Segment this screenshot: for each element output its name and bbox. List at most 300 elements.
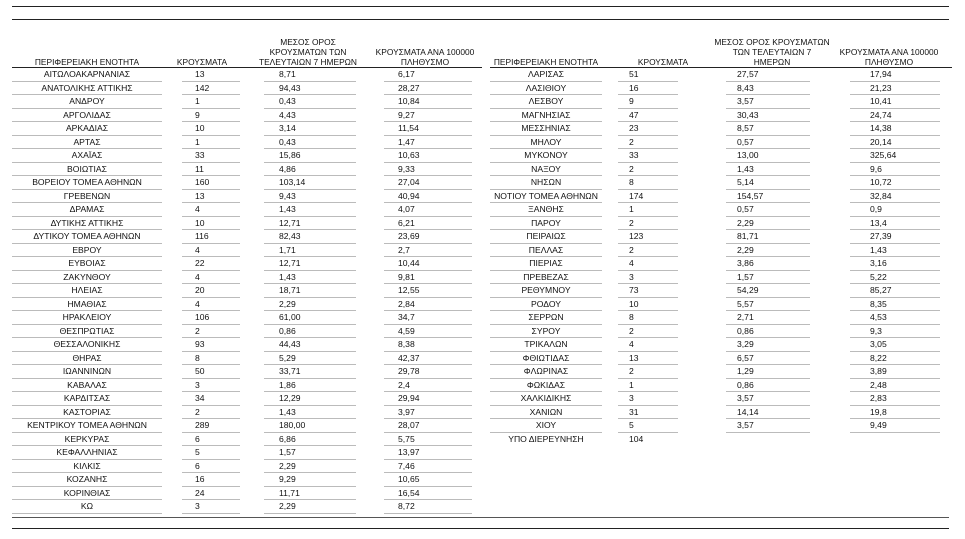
table-row [12,230,482,244]
avg-cell: 2,29 [737,244,754,255]
avg-cell: 1,71 [279,244,296,255]
cases-cell: 2 [629,217,634,228]
per100k-cell: 14,38 [870,123,892,133]
avg-cell: 0,43 [279,136,296,147]
table-row [490,149,952,163]
per100k-cell: 24,74 [870,109,892,120]
per100k-cell: 29,78 [398,366,420,376]
header-region: ΠΕΡΙΦΕΡΕΙΑΚΗ ΕΝΟΤΗΤΑ [493,57,599,67]
region-cell: ΥΠΟ ΔΙΕΡΕΥΝΗΣΗ [508,433,584,444]
table-row [490,271,952,285]
cases-cell: 3 [629,271,634,282]
cases-cell: 123 [629,231,644,241]
avg-cell: 1,43 [279,271,296,282]
table-row [12,122,482,136]
table-row [12,338,482,352]
cases-cell: 5 [629,420,634,430]
cases-cell: 8 [629,177,634,187]
avg-cell: 1,29 [737,366,754,376]
region-cell: ΑΙΤΩΛΟΑΚΑΡΝΑΝΙΑΣ [43,69,131,79]
table-row [12,217,482,231]
table-row [12,379,482,393]
cases-cell: 174 [629,190,644,201]
region-cell: ΜΑΓΝΗΣΙΑΣ [521,109,571,120]
per100k-cell: 4,59 [398,325,415,336]
per100k-cell: 1,47 [398,136,415,147]
table-row [12,500,482,514]
per100k-cell: 325,64 [870,150,897,160]
per100k-cell: 17,94 [870,69,892,79]
region-cell: ΚΑΣΤΟΡΙΑΣ [63,406,111,417]
region-cell: ΤΡΙΚΑΛΩΝ [524,339,568,349]
avg-cell: 54,29 [737,285,759,295]
avg-cell: 33,71 [279,366,301,376]
avg-cell: 12,29 [279,393,301,403]
cases-cell: 4 [195,298,200,309]
cases-cell: 4 [195,244,200,255]
region-cell: ΚΟΡΙΝΘΙΑΣ [63,487,111,498]
region-cell: ΒΟΙΩΤΙΑΣ [67,163,107,174]
region-cell: ΔΥΤΙΚΟΥ ΤΟΜΕΑ ΑΘΗΝΩΝ [33,231,141,241]
table-row [490,419,952,433]
table-row [490,311,952,325]
cases-cell: 3 [195,379,200,390]
cases-cell: 3 [195,501,200,511]
per100k-cell: 29,94 [398,393,420,403]
table-row [12,473,482,487]
per100k-cell: 10,72 [870,177,892,187]
cases-cell: 2 [629,366,634,376]
cases-cell: 2 [629,244,634,255]
cases-cell: 4 [629,258,634,268]
per100k-cell: 9,27 [398,109,415,120]
cases-cell: 34 [195,393,205,403]
cases-cell: 2 [195,325,200,336]
per100k-cell: 10,44 [398,258,420,268]
per100k-cell: 8,35 [870,298,887,309]
left-table [12,33,482,514]
region-cell: ΑΡΤΑΣ [73,136,101,147]
per100k-cell: 1,43 [870,244,887,255]
avg-cell: 12,71 [279,258,301,268]
avg-cell: 154,57 [737,190,764,201]
region-cell: ΡΕΘΥΜΝΟΥ [521,285,571,295]
region-cell: ΚΕΦΑΛΛΗΝΙΑΣ [56,447,118,457]
per100k-cell: 7,46 [398,460,415,471]
region-cell: ΠΙΕΡΙΑΣ [529,258,563,268]
cases-cell: 33 [629,150,639,160]
avg-cell: 81,71 [737,231,759,241]
table-row [12,352,482,366]
avg-cell: 6,57 [737,352,754,363]
region-cell: ΛΑΡΙΣΑΣ [528,69,564,79]
table-row [12,68,482,82]
right-table-header [490,33,952,67]
cases-cell: 116 [195,231,209,241]
avg-cell: 0,57 [737,136,754,147]
table-row [12,190,482,204]
table-row [12,244,482,258]
per100k-cell: 2,83 [870,393,887,403]
avg-cell: 0,57 [737,204,754,214]
region-cell: ΙΩΑΝΝΙΝΩΝ [62,366,112,376]
table-row [490,190,952,204]
avg-cell: 1,57 [737,271,754,282]
cases-cell: 1 [629,379,634,390]
per100k-cell: 10,84 [398,96,420,106]
cases-cell: 142 [195,82,210,93]
avg-cell: 1,43 [737,163,754,174]
table-row [490,136,952,150]
bottom-border [12,528,949,529]
region-cell: ΕΒΡΟΥ [72,244,102,255]
per100k-cell: 40,94 [398,190,420,201]
table-row [12,460,482,474]
region-cell: ΒΟΡΕΙΟΥ ΤΟΜΕΑ ΑΘΗΝΩΝ [32,177,142,187]
avg-cell: 3,57 [737,96,754,106]
cases-cell: 4 [195,204,200,214]
region-cell: ΣΥΡΟΥ [531,325,561,336]
header-per100k: ΚΡΟΥΣΜΑΤΑ ΑΝΑ 100000 ΠΛΗΘΥΣΜΟ [839,47,939,67]
cases-cell: 1 [629,204,634,214]
region-cell: ΗΡΑΚΛΕΙΟΥ [62,312,112,322]
per100k-cell: 2,48 [870,379,887,390]
per100k-cell: 10,41 [870,96,892,106]
per100k-cell: 10,65 [398,474,420,484]
avg-cell: 9,29 [279,474,296,484]
table-row [12,257,482,271]
table-row [490,325,952,339]
per100k-cell: 32,84 [870,190,892,201]
top-border [12,6,949,7]
per100k-cell: 34,7 [398,312,415,322]
avg-cell: 6,86 [279,433,296,444]
region-cell: ΓΡΕΒΕΝΩΝ [63,190,111,201]
region-cell: ΦΛΩΡΙΝΑΣ [523,366,569,376]
region-cell: ΧΑΛΚΙΔΙΚΗΣ [520,393,572,403]
table-row [490,284,952,298]
cases-cell: 8 [629,312,634,322]
avg-cell: 12,71 [279,217,301,228]
cases-cell: 6 [195,460,200,471]
avg-cell: 8,57 [737,123,754,133]
avg-cell: 1,86 [279,379,296,390]
table-row [490,392,952,406]
region-cell: ΘΕΣΣΑΛΟΝΙΚΗΣ [53,339,121,349]
top-border-second [12,19,949,20]
region-cell: ΧΙΟΥ [535,420,557,430]
cases-cell: 2 [629,163,634,174]
table-row [490,406,952,420]
cases-cell: 1 [195,96,200,106]
avg-cell: 5,57 [737,298,754,309]
avg-cell: 103,14 [279,177,306,187]
table-row [490,257,952,271]
cases-cell: 22 [195,258,205,268]
header-region: ΠΕΡΙΦΕΡΕΙΑΚΗ ΕΝΟΤΗΤΑ [34,57,140,67]
cases-cell: 8 [195,352,200,363]
table-row [490,338,952,352]
avg-cell: 3,86 [737,258,754,268]
cell-rule [384,513,472,514]
avg-cell: 15,86 [279,150,301,160]
right-table-body [490,68,952,446]
per100k-cell: 85,27 [870,285,892,295]
avg-cell: 30,43 [737,109,759,120]
header-avg: ΜΕΣΟΣ ΟΡΟΣ ΚΡΟΥΣΜΑΤΩΝ ΤΩΝ ΤΕΛΕΥΤΑΙΩΝ 7 ΗΜΕΡΩΝ [258,37,357,67]
avg-cell: 13,00 [737,150,759,160]
avg-cell: 1,57 [279,447,296,457]
avg-cell: 2,29 [279,298,296,309]
cases-cell: 289 [195,420,210,430]
table-row [490,433,952,447]
per100k-cell: 5,22 [870,271,887,282]
cases-cell: 23 [629,123,639,133]
per100k-cell: 21,23 [870,82,892,93]
per100k-cell: 4,07 [398,204,415,214]
table-row [12,311,482,325]
cases-cell: 33 [195,150,205,160]
per100k-cell: 6,17 [398,69,415,79]
region-cell: ΦΘΙΩΤΙΔΑΣ [522,352,570,363]
per100k-cell: 2,84 [398,298,415,309]
region-cell: ΔΡΑΜΑΣ [69,204,105,214]
per100k-cell: 9,49 [870,420,887,430]
region-cell: ΚΙΛΚΙΣ [73,460,101,471]
cases-cell: 9 [629,96,634,106]
table-row [490,109,952,123]
table-row [12,203,482,217]
table-row [12,365,482,379]
avg-cell: 82,43 [279,231,301,241]
table-row [490,352,952,366]
region-cell: ΚΕΡΚΥΡΑΣ [64,433,110,444]
per100k-cell: 9,81 [398,271,415,282]
table-row [490,298,952,312]
avg-cell: 61,00 [279,312,301,322]
table-row [12,419,482,433]
per100k-cell: 3,05 [870,339,887,349]
table-row [12,163,482,177]
per100k-cell: 0,9 [870,204,882,214]
table-row [490,163,952,177]
cases-cell: 10 [195,217,205,228]
region-cell: ΚΟΖΑΝΗΣ [66,474,108,484]
region-cell: ΚΩ [80,501,94,511]
region-cell: ΦΩΚΙΔΑΣ [526,379,566,390]
avg-cell: 180,00 [279,420,306,430]
avg-cell: 14,14 [737,406,759,417]
avg-cell: 2,29 [279,460,296,471]
cases-cell: 2 [629,136,634,147]
cases-cell: 5 [195,447,200,457]
per100k-cell: 13,97 [398,447,420,457]
region-cell: ΞΑΝΘΗΣ [528,204,564,214]
table-row [12,406,482,420]
avg-cell: 3,57 [737,393,754,403]
table-row [12,298,482,312]
per100k-cell: 3,89 [870,366,887,376]
cell-rule [264,513,356,514]
avg-cell: 8,71 [279,69,296,79]
region-cell: ΚΕΝΤΡΙΚΟΥ ΤΟΜΕΑ ΑΘΗΝΩΝ [27,420,147,430]
avg-cell: 0,43 [279,96,296,106]
table-row [12,392,482,406]
region-cell: ΑΝΔΡΟΥ [69,96,105,106]
region-cell: ΜΕΣΣΗΝΙΑΣ [521,123,571,133]
region-cell: ΝΑΞΟΥ [531,163,561,174]
table-row [12,325,482,339]
region-cell: ΑΡΚΑΔΙΑΣ [65,123,109,133]
cases-cell: 20 [195,285,205,295]
table-row [12,284,482,298]
per100k-cell: 10,63 [398,150,420,160]
header-per100k: ΚΡΟΥΣΜΑΤΑ ΑΝΑ 100000 ΠΛΗΘΥΣΜΟ [375,47,475,67]
table-row [12,176,482,190]
region-cell: ΕΥΒΟΙΑΣ [68,258,106,268]
per100k-cell: 8,22 [870,352,887,363]
avg-cell: 5,29 [279,352,296,363]
avg-cell: 0,86 [279,325,296,336]
per100k-cell: 20,14 [870,136,892,147]
per100k-cell: 16,54 [398,487,420,498]
region-cell: ΧΑΝΙΩΝ [529,406,563,417]
cases-cell: 4 [629,339,634,349]
avg-cell: 2,29 [279,501,296,511]
cases-cell: 2 [195,406,200,417]
cases-cell: 10 [629,298,639,309]
bottom-rule-inner [12,517,949,518]
table-row [490,95,952,109]
per100k-cell: 23,69 [398,231,420,241]
left-table-header [12,33,482,67]
per100k-cell: 12,55 [398,285,420,295]
avg-cell: 5,14 [737,177,754,187]
avg-cell: 11,71 [279,487,300,498]
cases-cell: 16 [629,82,639,93]
region-cell: ΖΑΚΥΝΘΟΥ [63,271,111,282]
cases-cell: 106 [195,312,210,322]
table-row [490,68,952,82]
cases-cell: 47 [629,109,639,120]
region-cell: ΝΗΣΩΝ [530,177,562,187]
per100k-cell: 3,16 [870,258,887,268]
region-cell: ΑΝΑΤΟΛΙΚΗΣ ΑΤΤΙΚΗΣ [41,82,133,93]
avg-cell: 4,43 [279,109,296,120]
per100k-cell: 2,4 [398,379,410,390]
per100k-cell: 2,7 [398,244,410,255]
left-table-body [12,68,482,514]
avg-cell: 0,86 [737,379,754,390]
per100k-cell: 5,75 [398,433,415,444]
table-row [490,122,952,136]
avg-cell: 18,71 [279,285,301,295]
per100k-cell: 8,72 [398,501,415,511]
cell-rule [182,513,240,514]
table-row [12,82,482,96]
region-cell: ΗΜΑΘΙΑΣ [67,298,107,309]
per100k-cell: 4,53 [870,312,887,322]
region-cell: ΠΑΡΟΥ [531,217,561,228]
avg-cell: 8,43 [737,82,754,93]
region-cell: ΗΛΕΙΑΣ [71,285,103,295]
table-row [12,446,482,460]
region-cell: ΠΡΕΒΕΖΑΣ [523,271,569,282]
header-cases: ΚΡΟΥΣΜΑΤΑ [176,57,228,67]
region-cell: ΑΡΓΟΛΙΔΑΣ [63,109,111,120]
avg-cell: 2,71 [737,312,754,322]
region-cell: ΛΑΣΙΘΙΟΥ [525,82,567,93]
per100k-cell: 9,6 [870,163,882,174]
cases-cell: 10 [195,123,205,133]
region-cell: ΑΧΑΪΑΣ [71,150,103,160]
region-cell: ΜΥΚΟΝΟΥ [524,150,568,160]
header-cases: ΚΡΟΥΣΜΑΤΑ [637,57,689,67]
cases-cell: 11 [195,163,204,174]
header-avg: ΜΕΣΟΣ ΟΡΟΣ ΚΡΟΥΣΜΑΤΩΝ ΤΩΝ ΤΕΛΕΥΤΑΙΩΝ 7 ΗΜΕΡΩΝ [714,37,830,67]
cases-cell: 31 [629,406,639,417]
avg-cell: 94,43 [279,82,301,93]
table-row [490,176,952,190]
table-row [12,433,482,447]
table-row [490,365,952,379]
table-row [490,203,952,217]
cases-cell: 93 [195,339,205,349]
avg-cell: 44,43 [279,339,301,349]
cases-cell: 9 [195,109,200,120]
cases-cell: 13 [195,190,205,201]
per100k-cell: 6,21 [398,217,415,228]
region-cell: ΝΟΤΙΟΥ ΤΟΜΕΑ ΑΘΗΝΩΝ [494,190,598,201]
cases-cell: 6 [195,433,200,444]
region-cell: ΘΗΡΑΣ [72,352,102,363]
per100k-cell: 27,39 [870,231,892,241]
region-cell: ΚΑΡΔΙΤΣΑΣ [63,393,111,403]
cases-cell: 16 [195,474,205,484]
per100k-cell: 9,33 [398,163,415,174]
per100k-cell: 3,97 [398,406,415,417]
per100k-cell: 27,04 [398,177,420,187]
avg-cell: 9,43 [279,190,296,201]
cases-cell: 2 [629,325,634,336]
per100k-cell: 13,4 [870,217,887,228]
region-cell: ΡΟΔΟΥ [531,298,561,309]
table-row [490,379,952,393]
cases-cell: 51 [629,69,639,79]
avg-cell: 0,86 [737,325,754,336]
per100k-cell: 19,8 [870,406,887,417]
table-row [12,149,482,163]
region-cell: ΚΑΒΑΛΑΣ [67,379,107,390]
table-row [490,82,952,96]
table-row [12,95,482,109]
region-cell: ΣΕΡΡΩΝ [528,312,564,322]
per100k-cell: 8,38 [398,339,415,349]
table-row [490,217,952,231]
cases-cell: 1 [195,136,200,147]
cell-rule [12,513,162,514]
table-row [12,271,482,285]
table-row [12,136,482,150]
cases-cell: 160 [195,177,210,187]
region-cell: ΜΗΛΟΥ [530,136,562,147]
cases-cell: 50 [195,366,205,376]
avg-cell: 2,29 [737,217,754,228]
table-row [12,109,482,123]
cases-cell: 13 [195,69,205,79]
region-cell: ΘΕΣΠΡΩΤΙΑΣ [59,325,115,336]
region-cell: ΔΥΤΙΚΗΣ ΑΤΤΙΚΗΣ [50,217,124,228]
